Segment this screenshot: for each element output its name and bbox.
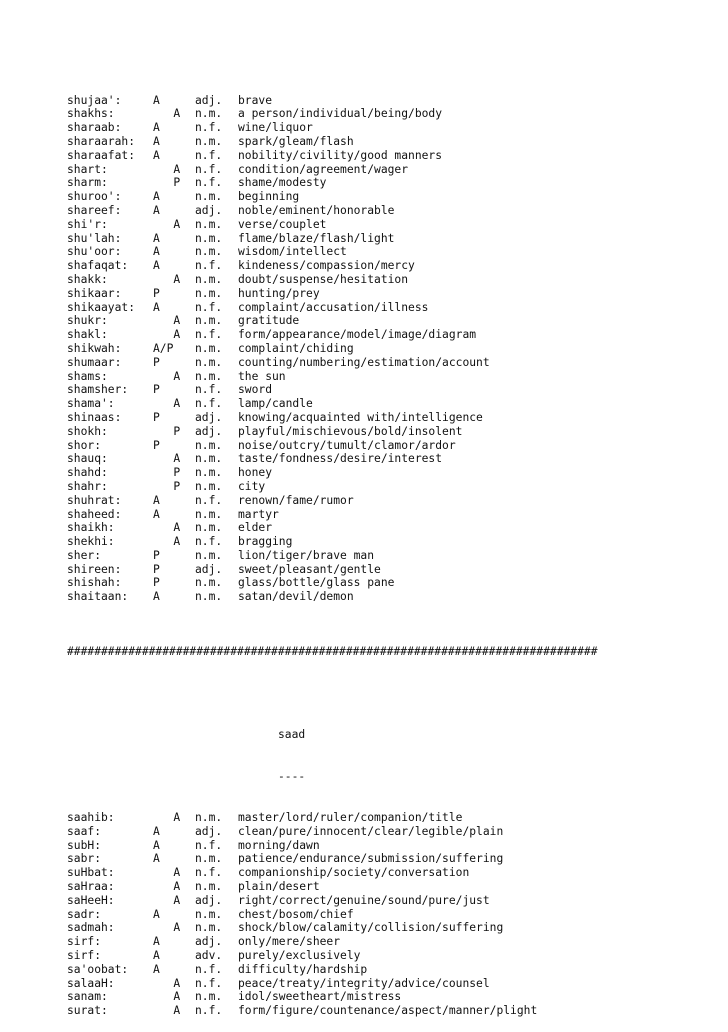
entry-origin: P (153, 355, 160, 369)
entry-origin: A (153, 907, 160, 921)
entry-meaning: spark/gleam/flash (238, 134, 354, 148)
entry-row (67, 383, 598, 397)
entry-row (67, 328, 598, 342)
entry-pos: n.f. (195, 300, 223, 314)
section-header: saad (278, 728, 306, 742)
entry-pos: n.m. (195, 341, 223, 355)
entry-row (67, 563, 598, 577)
entry-row (67, 921, 598, 935)
entry-row (67, 342, 598, 356)
entry-meaning: complaint/chiding (238, 341, 354, 355)
entry-origin: A (153, 521, 181, 535)
entry-origin: A (153, 217, 181, 231)
entry-origin: A/P (153, 341, 174, 355)
entry-row (67, 452, 598, 466)
entry-meaning: wine/liquor (238, 121, 313, 135)
entry-origin: P (153, 383, 160, 397)
entry-word: shakk: (67, 272, 108, 286)
entry-meaning: companionship/society/conversation (238, 866, 470, 880)
entry-row (67, 811, 598, 825)
entry-meaning: flame/blaze/flash/light (238, 231, 395, 245)
entry-pos: n.m. (195, 314, 223, 328)
entry-pos: n.m. (195, 245, 223, 259)
entry-meaning: plain/desert (238, 880, 320, 894)
entry-meaning: form/appearance/model/image/diagram (238, 328, 477, 342)
entry-meaning: shame/modesty (238, 176, 327, 190)
entry-meaning: gratitude (238, 314, 300, 328)
entry-meaning: morning/dawn (238, 838, 320, 852)
entry-origin: A (153, 838, 160, 852)
entry-word: shamsher: (67, 383, 129, 397)
entry-word: sa'oobat: (67, 962, 129, 976)
entry-pos: adj. (195, 203, 223, 217)
entry-origin: A (153, 866, 181, 880)
entry-row (67, 232, 598, 246)
entry-meaning: playful/mischievous/bold/insolent (238, 424, 463, 438)
entry-meaning: knowing/acquainted with/intelligence (238, 410, 483, 424)
entry-row (67, 301, 598, 315)
entry-pos: n.m. (195, 548, 223, 562)
entry-row (67, 107, 598, 121)
entry-word: shaitaan: (67, 590, 129, 604)
entry-origin: P (153, 176, 181, 190)
entry-origin: A (153, 134, 160, 148)
entry-word: shikwah: (67, 341, 122, 355)
entry-pos: n.m. (195, 576, 223, 590)
entry-row (67, 204, 598, 218)
entry-meaning: renown/fame/rumor (238, 493, 354, 507)
entry-origin: P (153, 410, 160, 424)
entry-origin: A (153, 300, 160, 314)
entry-pos: n.m. (195, 921, 223, 935)
entry-origin: A (153, 121, 160, 135)
dictionary-page (67, 66, 598, 1032)
entry-meaning: counting/numbering/estimation/account (238, 355, 490, 369)
entry-row (67, 839, 598, 853)
entry-meaning: lion/tiger/brave man (238, 548, 375, 562)
entry-pos: n.f. (195, 976, 223, 990)
entry-word: shaikh: (67, 521, 115, 535)
entry-meaning: chest/bosom/chief (238, 907, 354, 921)
entry-origin: A (153, 162, 181, 176)
entry-origin: P (153, 424, 181, 438)
entry-row (67, 149, 598, 163)
entry-origin: A (153, 893, 181, 907)
entry-pos: adj. (195, 410, 223, 424)
entry-origin: P (153, 576, 160, 590)
entry-pos: n.f. (195, 493, 223, 507)
entry-pos: n.m. (195, 369, 223, 383)
entry-pos: n.f. (195, 866, 223, 880)
entry-origin: A (153, 148, 160, 162)
entry-origin: A (153, 962, 160, 976)
entry-row (67, 590, 598, 604)
entry-pos: n.m. (195, 590, 223, 604)
entry-origin: A (153, 976, 181, 990)
entry-origin: A (153, 811, 181, 825)
entry-row (67, 894, 598, 908)
entry-word: shahd: (67, 466, 108, 480)
entry-pos: n.f. (195, 962, 223, 976)
entry-origin: A (153, 231, 160, 245)
entry-row (67, 880, 598, 894)
entry-meaning: the sun (238, 369, 286, 383)
entry-row (67, 977, 598, 991)
entry-origin: A (153, 397, 181, 411)
entry-origin: A (153, 493, 160, 507)
entry-row (67, 576, 598, 590)
entry-meaning: verse/couplet (238, 217, 327, 231)
entry-row (67, 397, 598, 411)
entry-word: sadr: (67, 907, 102, 921)
entry-pos: n.f. (195, 838, 223, 852)
entry-word: shukr: (67, 314, 108, 328)
entry-origin: A (153, 1004, 181, 1018)
entry-origin: A (153, 921, 181, 935)
entry-row (67, 314, 598, 328)
entry-word: shishah: (67, 576, 122, 590)
entry-origin: A (153, 949, 160, 962)
entry-word: saahib: (67, 811, 115, 825)
entry-word: shafaqat: (67, 259, 129, 273)
entry-row (67, 963, 598, 977)
entry-meaning: idol/sweetheart/mistress (238, 990, 402, 1004)
entry-word: sirf: (67, 935, 102, 949)
entry-meaning: nobility/civility/good manners (238, 148, 443, 162)
entry-word: shireen: (67, 562, 122, 576)
entry-pos: n.f. (195, 121, 223, 135)
entry-row (67, 218, 598, 232)
entry-meaning: taste/fondness/desire/interest (238, 452, 443, 466)
entry-word: shuhrat: (67, 493, 122, 507)
entry-pos: adj. (195, 824, 223, 838)
entry-word: shama': (67, 397, 115, 411)
entry-meaning: complaint/accusation/illness (238, 300, 429, 314)
entry-origin: A (153, 203, 160, 217)
entry-word: shikaar: (67, 286, 122, 300)
entry-word: shor: (67, 438, 102, 452)
entry-row (67, 521, 598, 535)
entry-meaning: bragging (238, 535, 293, 549)
entry-origin: A (153, 852, 160, 866)
entry-word: saHeeH: (67, 893, 115, 907)
entry-row (67, 190, 598, 204)
entry-row (67, 494, 598, 508)
entry-meaning: elder (238, 521, 273, 535)
entry-row (67, 259, 598, 273)
entry-word: surat: (67, 1004, 108, 1018)
entry-origin: A (153, 880, 181, 894)
entry-word: salaaH: (67, 976, 115, 990)
entry-pos: n.m. (195, 286, 223, 300)
entry-meaning: only/mere/sheer (238, 935, 341, 949)
entry-origin: P (153, 562, 160, 576)
entry-word: sharm: (67, 176, 108, 190)
entry-meaning: a person/individual/being/body (238, 107, 443, 121)
entry-origin: P (153, 548, 160, 562)
entry-origin: A (153, 590, 160, 604)
entry-pos: adv. (195, 949, 223, 962)
entry-word: shuroo': (67, 190, 122, 204)
entry-origin: A (153, 328, 181, 342)
entry-word: sabr: (67, 852, 102, 866)
entry-row (67, 176, 598, 190)
entry-row (67, 425, 598, 439)
entry-origin: A (153, 452, 181, 466)
entry-row (67, 411, 598, 425)
entry-origin: A (153, 272, 181, 286)
entry-pos: n.m. (195, 231, 223, 245)
blank-line (67, 687, 598, 701)
entry-meaning: beginning (238, 190, 300, 204)
entry-origin: P (153, 286, 160, 300)
entry-origin: A (153, 990, 181, 1004)
entry-meaning: lamp/candle (238, 397, 313, 411)
entry-word: shaheed: (67, 507, 122, 521)
entry-row (67, 287, 598, 301)
entry-meaning: clean/pure/innocent/clear/legible/plain (238, 824, 504, 838)
entry-meaning: shock/blow/calamity/collision/suffering (238, 921, 504, 935)
entry-pos: n.m. (195, 852, 223, 866)
entry-pos: n.m. (195, 811, 223, 825)
entries-section-saad (67, 811, 598, 1018)
entry-meaning: noise/outcry/tumult/clamor/ardor (238, 438, 456, 452)
entry-pos: n.m. (195, 507, 223, 521)
entry-pos: n.m. (195, 466, 223, 480)
entry-meaning: condition/agreement/wager (238, 162, 409, 176)
entry-row (67, 935, 598, 949)
entry-meaning: master/lord/ruler/companion/title (238, 811, 463, 825)
entry-word: shams: (67, 369, 108, 383)
entry-word: sirf: (67, 949, 102, 962)
entry-meaning: hunting/prey (238, 286, 320, 300)
entry-row (67, 852, 598, 866)
entry-pos: n.m. (195, 438, 223, 452)
entry-word: saHraa: (67, 880, 115, 894)
entry-word: shakhs: (67, 107, 115, 121)
entry-word: sadmah: (67, 921, 115, 935)
entry-pos: n.f. (195, 259, 223, 273)
entry-word: subH: (67, 838, 102, 852)
entry-pos: n.m. (195, 134, 223, 148)
entry-row (67, 439, 598, 453)
entry-word: shumaar: (67, 355, 122, 369)
entry-row (67, 121, 598, 135)
entry-row (67, 1004, 598, 1018)
entry-meaning: right/correct/genuine/sound/pure/just (238, 893, 490, 907)
entry-pos: n.m. (195, 521, 223, 535)
entry-pos: n.f. (195, 535, 223, 549)
entry-word: shokh: (67, 424, 108, 438)
entry-row (67, 508, 598, 522)
entry-row (67, 370, 598, 384)
entry-pos: n.f. (195, 383, 223, 397)
entry-pos: n.m. (195, 880, 223, 894)
section-separator: ############################################################################## (67, 645, 598, 659)
entry-meaning: honey (238, 466, 273, 480)
entry-origin: A (153, 535, 181, 549)
entries-section-sheen (67, 94, 598, 604)
entry-word: sharaab: (67, 121, 122, 135)
entry-meaning: brave (238, 93, 273, 107)
entry-word: suHbat: (67, 866, 115, 880)
entry-row (67, 480, 598, 494)
entry-pos: n.m. (195, 452, 223, 466)
entry-meaning: patience/endurance/submission/suffering (238, 852, 504, 866)
entry-row (67, 949, 598, 963)
entry-word: saaf: (67, 824, 102, 838)
entry-row (67, 549, 598, 563)
entry-word: sharaafat: (67, 148, 136, 162)
entry-origin: P (153, 438, 160, 452)
entry-meaning: doubt/suspense/hesitation (238, 272, 409, 286)
entry-meaning: kindeness/compassion/mercy (238, 259, 415, 273)
entry-row (67, 163, 598, 177)
entry-origin: A (153, 107, 181, 121)
entry-pos: n.m. (195, 355, 223, 369)
entry-meaning: noble/eminent/honorable (238, 203, 395, 217)
entry-pos: adj. (195, 424, 223, 438)
entry-pos: adj. (195, 893, 223, 907)
entry-origin: A (153, 259, 160, 273)
entry-row (67, 535, 598, 549)
entry-meaning: form/figure/countenance/aspect/manner/plight (238, 1004, 538, 1018)
entry-word: shinaas: (67, 410, 122, 424)
entry-meaning: difficulty/hardship (238, 962, 368, 976)
entry-meaning: glass/bottle/glass pane (238, 576, 395, 590)
entry-row (67, 466, 598, 480)
entry-word: shekhi: (67, 535, 115, 549)
entry-pos: n.m. (195, 217, 223, 231)
entry-row (67, 908, 598, 922)
entry-meaning: sweet/pleasant/gentle (238, 562, 381, 576)
entry-row (67, 990, 598, 1004)
entry-word: shahr: (67, 479, 108, 493)
entry-row (67, 245, 598, 259)
entry-pos: n.m. (195, 272, 223, 286)
entry-word: shu'oor: (67, 245, 122, 259)
entry-pos: n.m. (195, 907, 223, 921)
entry-row (67, 94, 598, 108)
entry-row (67, 135, 598, 149)
entry-pos: n.m. (195, 107, 223, 121)
entry-origin: A (153, 369, 181, 383)
entry-meaning: sword (238, 383, 273, 397)
entry-word: shi'r: (67, 217, 108, 231)
entry-word: sher: (67, 548, 102, 562)
entry-row (67, 273, 598, 287)
entry-origin: P (153, 479, 181, 493)
entry-pos: n.f. (195, 328, 223, 342)
entry-origin: A (153, 93, 160, 107)
entry-meaning: city (238, 479, 266, 493)
section-header-underline: ---- (278, 769, 306, 783)
entry-pos: adj. (195, 93, 223, 107)
entry-word: shakl: (67, 328, 108, 342)
entry-origin: A (153, 314, 181, 328)
entry-pos: n.m. (195, 479, 223, 493)
entry-origin: A (153, 190, 160, 204)
entry-origin: A (153, 245, 160, 259)
entry-origin: A (153, 935, 160, 949)
entry-row (67, 825, 598, 839)
entry-pos: adj. (195, 935, 223, 949)
entry-word: shauq: (67, 452, 108, 466)
entry-word: shikaayat: (67, 300, 136, 314)
entry-pos: n.f. (195, 176, 223, 190)
entry-pos: n.f. (195, 162, 223, 176)
entry-word: shujaa': (67, 93, 122, 107)
entry-pos: n.f. (195, 397, 223, 411)
entry-word: sanam: (67, 990, 108, 1004)
entry-meaning: peace/treaty/integrity/advice/counsel (238, 976, 490, 990)
entry-pos: n.f. (195, 148, 223, 162)
entry-word: sharaarah: (67, 134, 136, 148)
entry-word: shareef: (67, 203, 122, 217)
entry-meaning: wisdom/intellect (238, 245, 347, 259)
entry-pos: n.m. (195, 190, 223, 204)
entry-origin: A (153, 824, 160, 838)
entry-meaning: purely/exclusively (238, 949, 361, 962)
entry-meaning: martyr (238, 507, 279, 521)
entry-pos: adj. (195, 562, 223, 576)
entry-word: shart: (67, 162, 108, 176)
entry-row (67, 866, 598, 880)
entry-origin: A (153, 507, 160, 521)
entry-row (67, 356, 598, 370)
entry-origin: P (153, 466, 181, 480)
entry-meaning: satan/devil/demon (238, 590, 354, 604)
entry-word: shu'lah: (67, 231, 122, 245)
entry-pos: n.f. (195, 1004, 223, 1018)
entry-pos: n.m. (195, 990, 223, 1004)
